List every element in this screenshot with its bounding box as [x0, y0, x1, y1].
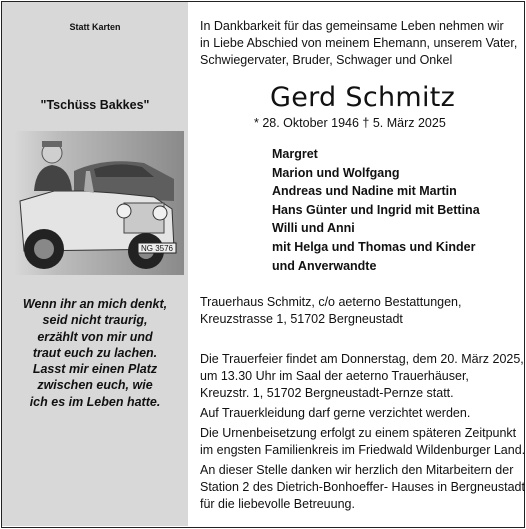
dress-note: Auf Trauerkleidung darf gerne verzichtet werden.	[200, 406, 471, 420]
family-member: Willi und Anni	[272, 221, 355, 236]
family-member: und Anverwandte	[272, 258, 377, 273]
statt-karten-label: Statt Karten	[69, 22, 121, 32]
family-member: Marion und Wolfgang	[272, 165, 400, 180]
verse-line: zwischen euch, wie	[37, 378, 153, 393]
verse-line: Lasst mir einen Platz	[32, 362, 158, 377]
family-member: Andreas und Nadine mit Martin	[272, 184, 457, 199]
sidebar	[2, 2, 188, 526]
thanks-line: für die liebevolle Betreuung.	[200, 497, 355, 511]
family-member: Hans Günter und Ingrid mit Bettina	[272, 202, 480, 217]
thanks-line: An dieser Stelle danken wir herzlich den Mitarbeitern der	[200, 463, 514, 477]
address-line: Kreuzstrasse 1, 51702 Bergneustadt	[200, 312, 403, 326]
deceased-name: Gerd Schmitz	[270, 82, 456, 113]
life-dates: * 28. Oktober 1946 † 5. März 2025	[254, 116, 446, 130]
funeral-details	[200, 351, 525, 513]
verse-line: Wenn ihr an mich denkt,	[22, 297, 168, 311]
detail-line: Kreuzstr. 1, 51702 Bergneustadt-Pernze statt.	[200, 386, 454, 400]
family-member: mit Helga und Thomas und Kinder	[272, 239, 476, 254]
thanks-line: Station 2 des Dietrich-Bonhoeffer- Hauses in Bergneustadt	[200, 480, 525, 494]
verse-line: traut euch zu lachen.	[32, 345, 158, 360]
family-list	[272, 145, 480, 275]
address-line: Trauerhaus Schmitz, c/o aeterno Bestattungen,	[200, 295, 462, 309]
verse-line: ich es im Leben hatte.	[29, 394, 161, 409]
urn-line: Die Urnenbeisetzung erfolgt zu einem späteren Zeitpunkt	[200, 426, 517, 440]
license-plate-text: NG 3576	[140, 244, 174, 253]
motto-quote: "Tschüss Bakkes"	[40, 98, 150, 112]
intro-text	[200, 18, 517, 69]
verse-line: seid nicht traurig,	[42, 313, 148, 328]
intro-line: Schwiegervater, Bruder, Schwager und Onkel	[200, 53, 453, 67]
intro-line: In Dankbarkeit für das gemeinsame Leben nehmen wir	[200, 19, 504, 33]
verse-line: erzählt von mir und	[37, 329, 153, 344]
trauerhaus-address	[200, 294, 462, 328]
detail-line: um 13.30 Uhr im Saal der aeterno Trauerhäuser,	[200, 369, 469, 383]
portrait-photo	[14, 131, 184, 275]
urn-line: im engsten Familienkreis im Friedwald Wildenburger Land.	[200, 443, 526, 457]
intro-line: in Liebe Abschied von meinem Ehemann, unserem Vater,	[200, 36, 518, 50]
family-member: Margret	[272, 147, 318, 161]
memorial-verse	[2, 296, 188, 410]
detail-line: Die Trauerfeier findet am Donnerstag, dem 20. März 2025,	[200, 352, 524, 366]
